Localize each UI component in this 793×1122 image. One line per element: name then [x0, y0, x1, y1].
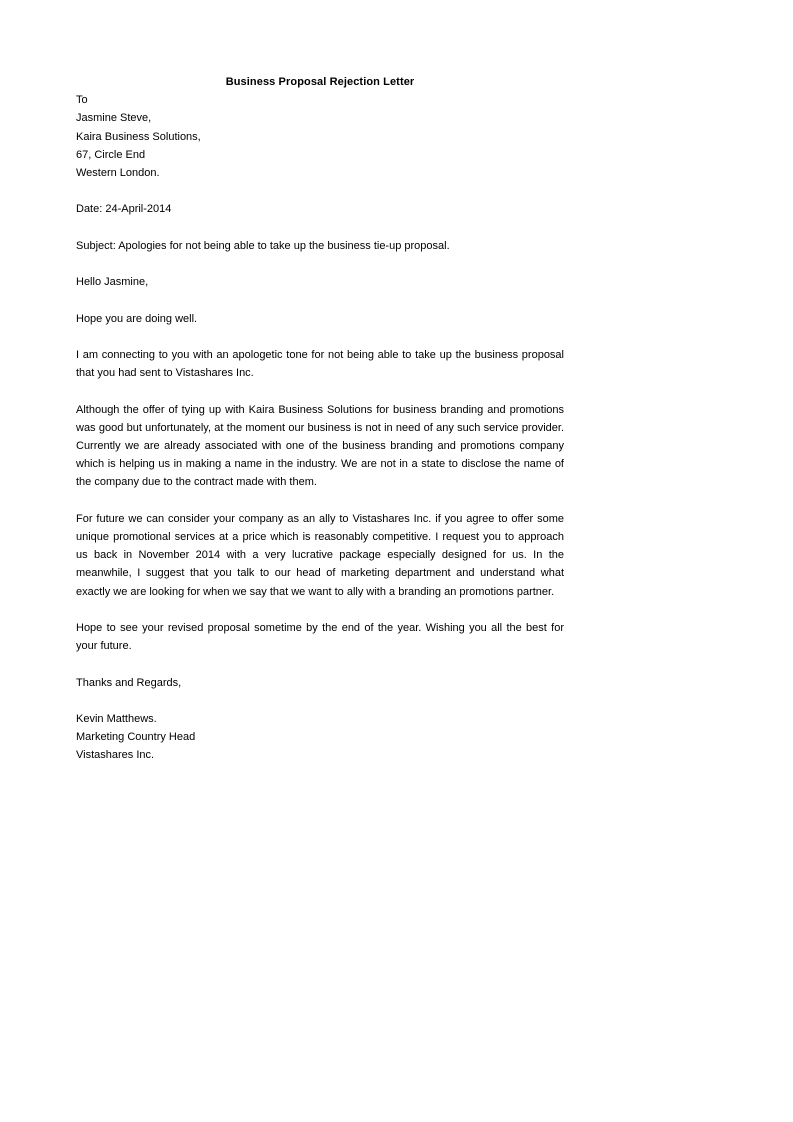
paragraph-2: I am connecting to you with an apologetic tone for not being able to take up the business proposal that you had sent to Vistashares Inc. [76, 348, 564, 380]
recipient-name: Jasmine Steve, [76, 112, 152, 125]
letter-subject: Subject: Apologies for not being able to take up the business tie-up proposal. [76, 239, 450, 252]
signature-position: Marketing Country Head [76, 731, 196, 744]
letter-title: Business Proposal Rejection Letter [225, 76, 415, 88]
signature-block [76, 710, 564, 765]
letter-closing: Thanks and Regards, [76, 676, 182, 689]
paragraph-4: For future we can consider your company as an ally to Vistashares Inc. if you agree to offer some unique promotional services at a price which is reasonably competitive. I request you to approach us back in November 2014 with a very lucrative package especially designed for us. In the meanwhile, I suggest that you talk to our head of marketing department and understand what exactly we are looking for when we say that we want to ally with a branding an promotions partner. [76, 512, 564, 598]
paragraph-1: Hope you are doing well. [76, 312, 198, 325]
recipient-address [76, 91, 564, 182]
paragraph-3: Although the offer of tying up with Kaira Business Solutions for business branding and promotions was good but unfortunately, at the moment our business is not in need of any such service provider. Currently we are already associated with one of the business branding and promotions company which is helping us in making a name in the industry. We are not in a state to disclose the name of the company due to the contract made with them. [76, 403, 564, 489]
paragraph-5: Hope to see your revised proposal sometime by the end of the year. Wishing you all the best for your future. [76, 621, 564, 653]
recipient-address-line-1: 67, Circle End [76, 148, 146, 161]
recipient-company: Kaira Business Solutions, [76, 130, 201, 143]
letter-greeting: Hello Jasmine, [76, 276, 149, 289]
letter-body [76, 73, 564, 765]
recipient-address-line-2: Western London. [76, 167, 160, 180]
letter-date: Date: 24-April-2014 [76, 203, 172, 216]
signature-company: Vistashares Inc. [76, 749, 155, 762]
signature-name: Kevin Matthews. [76, 712, 157, 725]
recipient-to: To [76, 94, 88, 107]
